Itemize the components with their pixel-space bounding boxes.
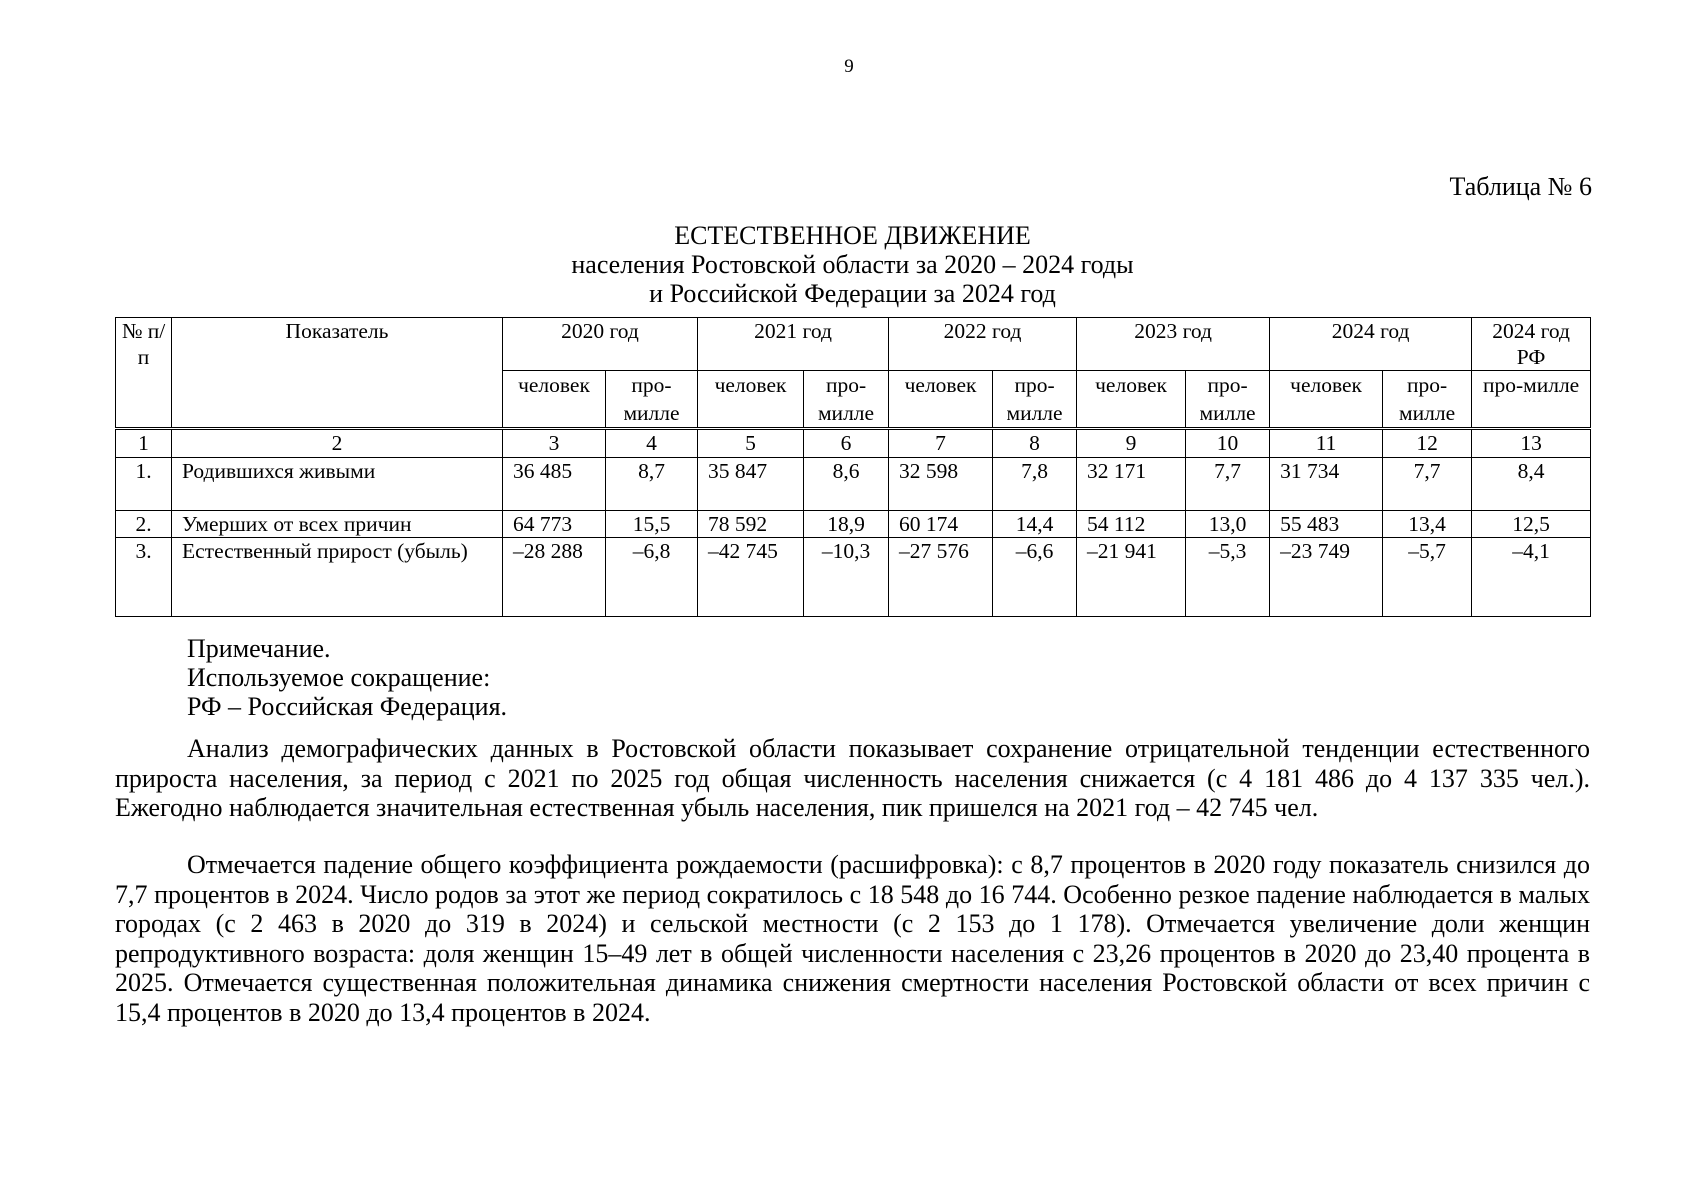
header-num: № п/п — [116, 318, 172, 429]
cell-value: 64 773 — [503, 511, 606, 538]
note-heading: Примечание. — [187, 634, 331, 663]
cell-value: 31 734 — [1270, 458, 1383, 511]
header-permille: про-милле — [1186, 371, 1270, 429]
cell-value: 8,4 — [1472, 458, 1591, 511]
cell-value: 13,4 — [1383, 511, 1472, 538]
row-num: 2. — [116, 511, 172, 538]
column-index: 6 — [804, 429, 889, 458]
note-abbreviation-heading: Используемое сокращение: — [187, 663, 491, 692]
table-row — [116, 511, 1591, 538]
column-index: 13 — [1472, 429, 1591, 458]
header-people: человек — [1270, 371, 1383, 429]
table-label: Таблица № 6 — [1449, 172, 1592, 201]
column-index: 11 — [1270, 429, 1383, 458]
row-label: Умерших от всех причин — [172, 511, 503, 538]
column-index: 9 — [1077, 429, 1186, 458]
title-line-2: населения Ростовской области за 2020 – 2024 годы — [571, 250, 1134, 279]
column-index: 2 — [172, 429, 503, 458]
column-index: 8 — [993, 429, 1077, 458]
cell-value: 18,9 — [804, 511, 889, 538]
header-permille: про-милле — [1383, 371, 1472, 429]
table-row — [116, 538, 1591, 617]
cell-value: –21 941 — [1077, 538, 1186, 617]
table-notes — [187, 634, 507, 721]
cell-value: 14,4 — [993, 511, 1077, 538]
header-year-2023: 2023 год — [1077, 318, 1270, 371]
header-permille: про-милле — [1472, 371, 1591, 429]
cell-value: –27 576 — [889, 538, 993, 617]
cell-value: 7,8 — [993, 458, 1077, 511]
column-index: 1 — [116, 429, 172, 458]
header-year-2020: 2020 год — [503, 318, 698, 371]
row-label: Родившихся живыми — [172, 458, 503, 511]
table-row — [116, 458, 1591, 511]
title-line-3: и Российской Федерации за 2024 год — [649, 279, 1056, 308]
header-indicator: Показатель — [172, 318, 503, 429]
cell-value: –6,6 — [993, 538, 1077, 617]
row-num: 3. — [116, 538, 172, 617]
header-permille: про-милле — [804, 371, 889, 429]
cell-value: 35 847 — [698, 458, 804, 511]
header-permille: про-милле — [993, 371, 1077, 429]
column-index: 10 — [1186, 429, 1270, 458]
header-people: человек — [889, 371, 993, 429]
cell-value: 36 485 — [503, 458, 606, 511]
header-year-2024-rf: 2024 год РФ — [1472, 318, 1591, 371]
table-title — [115, 221, 1590, 308]
column-index-row — [116, 429, 1591, 458]
cell-value: –10,3 — [804, 538, 889, 617]
header-year-2024: 2024 год — [1270, 318, 1472, 371]
header-people: человек — [698, 371, 804, 429]
cell-value: –5,3 — [1186, 538, 1270, 617]
body-paragraph: Отмечается падение общего коэффициента рождаемости (расшифровка): с 8,7 процентов в 2020 году показатель снизился до 7,7 процентов в 2024. Число родов за этот же период сократилось с 18 548 до 16 744. Особенно резкое падение наблюдается в малых городах (с 2 463 в 2020 до 319 в 2024) и сельской местности (с 2 153 до 1 178). Отмечается увеличение доли женщин репродуктивного возраста: доля женщин 15–49 лет в общей численности населения с 23,26 процентов в 2020 до 23,40 процента в 2025. Отмечается существенная положительная динамика снижения смертности населения Ростовской области от всех причин с 15,4 процентов в 2020 до 13,4 процентов в 2024. — [115, 850, 1590, 1027]
row-num: 1. — [116, 458, 172, 511]
column-index: 5 — [698, 429, 804, 458]
cell-value: 7,7 — [1383, 458, 1472, 511]
cell-value: –5,7 — [1383, 538, 1472, 617]
cell-value: –23 749 — [1270, 538, 1383, 617]
body-paragraph: Анализ демографических данных в Ростовской области показывает сохранение отрицательной тенденции естественного прироста населения, за период с 2021 по 2025 год общая численность населения снижается (с 4 181 486 до 4 137 335 чел.). Ежегодно наблюдается значительная естественная убыль населения, пик пришелся на 2021 год – 42 745 чел. — [115, 734, 1590, 822]
cell-value: 7,7 — [1186, 458, 1270, 511]
page-number: 9 — [844, 56, 854, 77]
cell-value: –42 745 — [698, 538, 804, 617]
cell-value: 12,5 — [1472, 511, 1591, 538]
row-label: Естественный прирост (убыль) — [172, 538, 503, 617]
cell-value: 13,0 — [1186, 511, 1270, 538]
header-permille: про-милле — [606, 371, 698, 429]
header-people: человек — [1077, 371, 1186, 429]
column-index: 7 — [889, 429, 993, 458]
cell-value: –28 288 — [503, 538, 606, 617]
cell-value: 32 171 — [1077, 458, 1186, 511]
cell-value: –6,8 — [606, 538, 698, 617]
header-year-2022: 2022 год — [889, 318, 1077, 371]
cell-value: 60 174 — [889, 511, 993, 538]
cell-value: –4,1 — [1472, 538, 1591, 617]
cell-value: 15,5 — [606, 511, 698, 538]
cell-value: 55 483 — [1270, 511, 1383, 538]
header-year-2021: 2021 год — [698, 318, 889, 371]
cell-value: 54 112 — [1077, 511, 1186, 538]
column-index: 3 — [503, 429, 606, 458]
header-row-years — [116, 318, 1591, 371]
column-index: 4 — [606, 429, 698, 458]
cell-value: 8,7 — [606, 458, 698, 511]
natural-movement-table — [115, 317, 1591, 617]
cell-value: 78 592 — [698, 511, 804, 538]
cell-value: 8,6 — [804, 458, 889, 511]
note-abbreviation: РФ – Российская Федерация. — [187, 692, 508, 721]
column-index: 12 — [1383, 429, 1472, 458]
title-line-1: ЕСТЕСТВЕННОЕ ДВИЖЕНИЕ — [674, 221, 1031, 250]
cell-value: 32 598 — [889, 458, 993, 511]
header-people: человек — [503, 371, 606, 429]
